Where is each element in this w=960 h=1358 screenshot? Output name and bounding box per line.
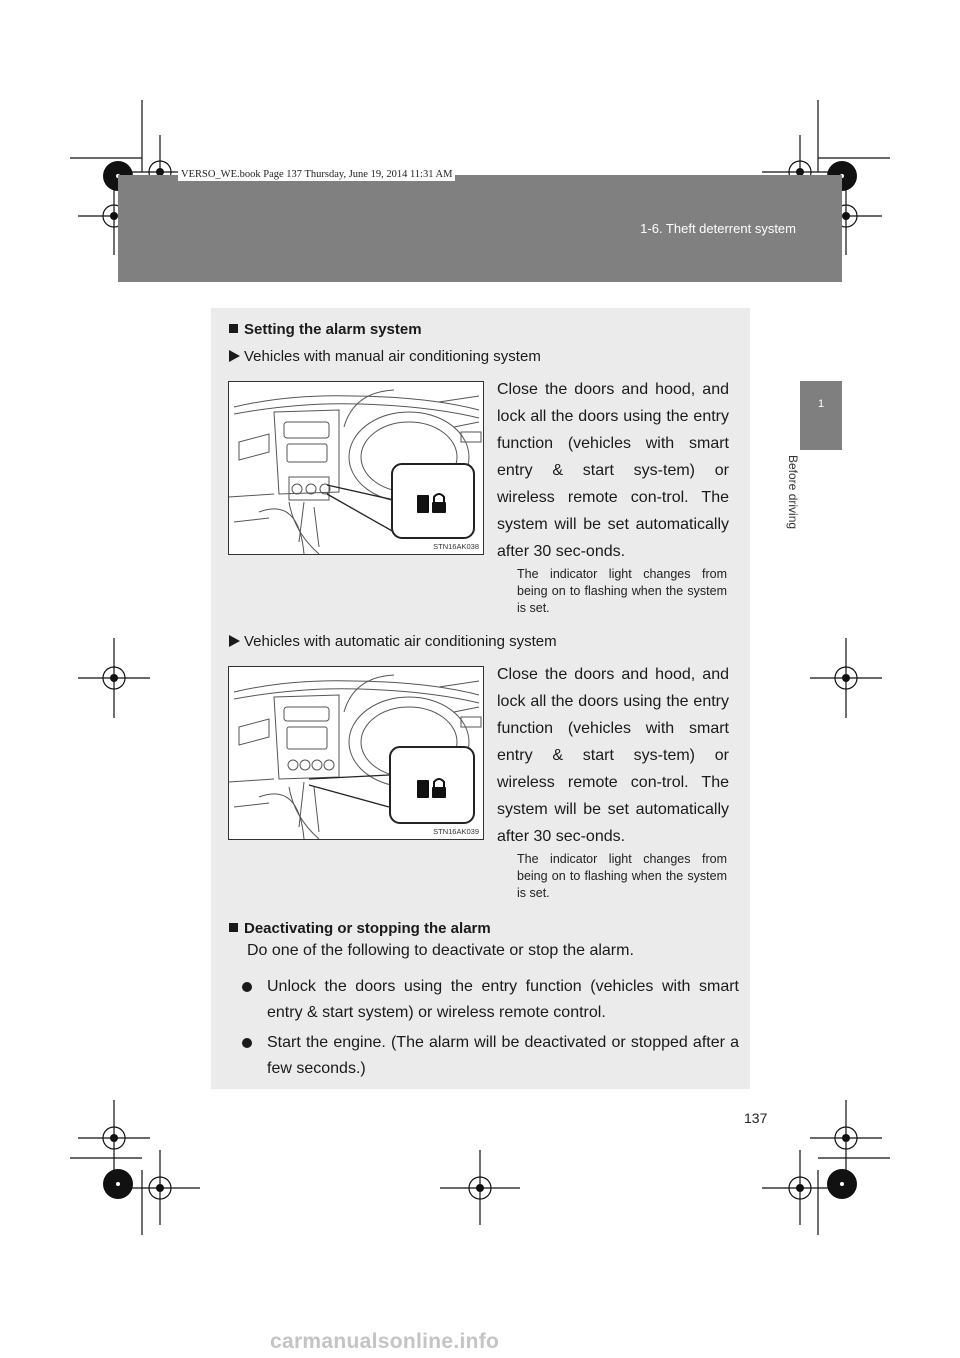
figure-code-manual: STN16AK038 bbox=[433, 542, 479, 551]
automatic-subheading-text: Vehicles with automatic air conditioning system bbox=[244, 633, 557, 650]
figure-automatic-ac bbox=[228, 666, 484, 840]
dashboard-illustration-icon bbox=[229, 667, 483, 839]
automatic-subheading bbox=[229, 633, 557, 650]
deactivating-heading bbox=[229, 920, 491, 937]
manual-subheading bbox=[229, 348, 541, 365]
figure-manual-ac bbox=[228, 381, 484, 555]
square-bullet-icon bbox=[229, 923, 238, 932]
square-bullet-icon bbox=[229, 324, 238, 333]
section-title: 1-6. Theft deterrent system bbox=[640, 221, 796, 236]
chapter-label-wrap bbox=[782, 455, 806, 575]
bullet-dot-icon bbox=[242, 1038, 252, 1048]
manual-subheading-text: Vehicles with manual air conditioning system bbox=[244, 348, 541, 365]
figure-code-automatic: STN16AK039 bbox=[433, 827, 479, 836]
bullet-dot-icon bbox=[242, 982, 252, 992]
automatic-indicator-note: The indicator light changes from being on to flashing when the system is set. bbox=[517, 852, 727, 900]
page-number: 137 bbox=[744, 1110, 768, 1126]
setting-heading bbox=[229, 321, 422, 338]
deactivating-intro: Do one of the following to deactivate or stop the alarm. bbox=[247, 942, 634, 959]
deactivating-heading-text: Deactivating or stopping the alarm bbox=[244, 920, 491, 937]
book-label: VERSO_WE.book Page 137 Thursday, June 19, 2014 11:31 AM bbox=[178, 168, 455, 181]
chapter-label: Before driving bbox=[786, 455, 800, 530]
setting-heading-text: Setting the alarm system bbox=[244, 321, 422, 338]
triangle-bullet-icon bbox=[229, 635, 240, 647]
manual-indicator-note: The indicator light changes from being on to flashing when the system is set. bbox=[517, 567, 727, 615]
list-item bbox=[242, 974, 739, 1026]
chapter-number: 1 bbox=[817, 398, 825, 410]
list-item bbox=[242, 1030, 739, 1082]
bullet-text-engine: Start the engine. (The alarm will be deactivated or stopped after a few seconds.) bbox=[267, 1034, 739, 1077]
automatic-instruction-text: Close the doors and hood, and lock all the doors using the entry function (vehicles with smart entry & start sys-tem) or wireless remote con-trol. The system will be set automatically after 30 sec-onds. bbox=[497, 666, 729, 845]
watermark: carmanualsonline.info bbox=[270, 1330, 500, 1353]
chapter-tab bbox=[800, 381, 842, 450]
triangle-bullet-icon bbox=[229, 350, 240, 362]
dashboard-illustration-icon bbox=[229, 382, 483, 554]
bullet-text-unlock: Unlock the doors using the entry function (vehicles with smart entry & start system) or wireless remote control. bbox=[267, 978, 739, 1021]
manual-instruction-text: Close the doors and hood, and lock all the doors using the entry function (vehicles with smart entry & start sys-tem) or wireless remote con-trol. The system will be set automatically after 30 sec-onds. bbox=[497, 381, 729, 560]
